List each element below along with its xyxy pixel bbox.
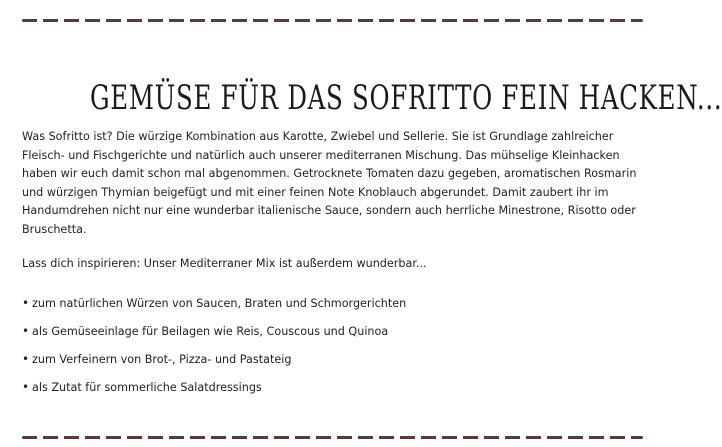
list-item — [22, 322, 642, 342]
bottom-dashed-divider — [22, 436, 643, 439]
list-item-text: als Zutat für sommerliche Salatdressings — [32, 381, 262, 395]
bullet-icon: • — [22, 351, 30, 366]
intro-paragraph: Was Sofritto ist? Die würzige Kombination aus Karotte, Zwiebel und Sellerie. Sie ist Grundlage zahlreicher Fleisch- und Fischgerichte und natürlich auch unserer mediterranen Mischung. Das mühselige Kleinhacken haben wir euch damit schon mal abgenommen. Getrocknete Tomaten dazu gegeben, aromatischen Rosmarin und würzigen Thymian beigefügt und mit einer feinen Note Knoblauch abgerundet. Damit zaubert ihr im Handumdrehen nicht nur eine wunderbar italienische Sauce, sondern auch herrliche Minestrone, Risotto oder Bruschetta. — [22, 130, 637, 236]
content-block — [22, 128, 642, 406]
bullet-icon: • — [22, 380, 30, 395]
list-item — [22, 350, 642, 370]
top-dashed-divider — [22, 19, 643, 22]
feature-list — [22, 294, 642, 398]
list-item-text: zum Verfeinern von Brot-, Pizza- und Pastateig — [32, 352, 292, 366]
list-item-text: als Gemüseeinlage für Beilagen wie Reis, Couscous und Quinoa — [32, 324, 389, 338]
section-headline: GEMÜSE FÜR DAS SOFRITTO FEIN HACKEN... — [90, 77, 722, 118]
list-item — [22, 378, 642, 398]
list-item-text: zum natürlichen Würzen von Saucen, Braten und Schmorgerichten — [32, 296, 407, 310]
bullet-icon: • — [22, 295, 30, 310]
bullet-icon: • — [22, 323, 30, 338]
lead-text: Lass dich inspirieren: Unser Mediterraner Mix ist außerdem wunderbar... — [22, 257, 427, 270]
list-item — [22, 294, 642, 314]
